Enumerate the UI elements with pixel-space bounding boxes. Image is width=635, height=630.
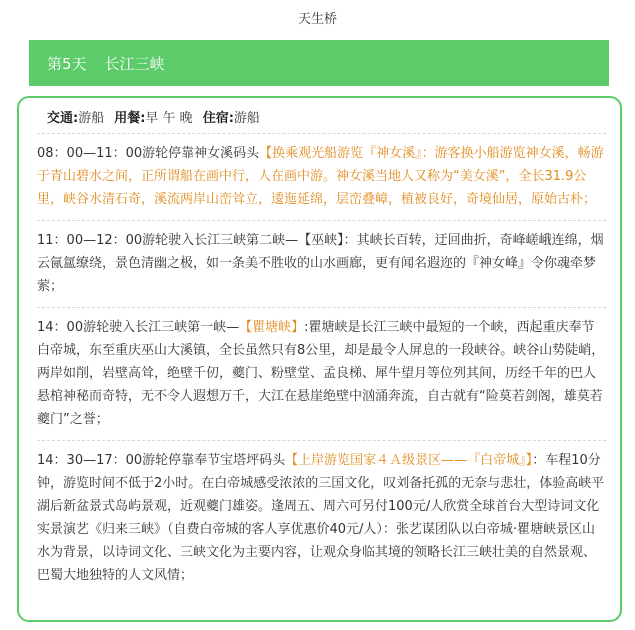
paragraph-3-highlight: 【瞿塘峡】 — [239, 320, 305, 335]
paragraph-3-text: :瞿塘峡是长江三峡中最短的一个峡，西起重庆奉节白帝城，东至重庆巫山大溪镇，全长虽然只有8公里，却是最令人屏息的一段峡谷。峡谷山势陡峭，两岸如削，岩壁高耸，绝壁千仞，夔门、粉壁堂、孟良梯、犀牛望月等位列其间，历经千年的巴人悬棺神秘而奇特，无不令人遐想万千，大江在悬崖绝壁中汹涌奔流，自古就有“险莫若剑阁，雄莫若夔门”之誉； — [37, 320, 605, 427]
paragraph-3-time: 14：00游轮驶入长江三峡第一峡— — [37, 320, 240, 335]
day-route: 长江三峡 — [104, 54, 165, 73]
stay-label: 住宿: — [202, 111, 234, 126]
paragraph-1-time: 08：00—11：00游轮停靠神女溪码头 — [37, 146, 260, 161]
schedule-paragraph-3 — [37, 316, 606, 431]
schedule-paragraph-4 — [37, 449, 606, 587]
paragraph-2-text: 11：00—12：00游轮驶入长江三峡第二峡—【巫峡】：其峡长百转，迂回曲折，奇峰嵯峨连绵，烟云氤氲缭绕，景色清幽之极，如一条美不胜收的山水画廊，更有闻名遐迩的『神女峰』令你魂牵梦萦； — [37, 233, 604, 294]
paragraph-1-highlight: 【换乘观光船游览『神女溪』：游客换小船游览神女溪，畅游于青山碧水之间，正所谓船在画中行，人在画中游。神女溪当地人又称为“美女溪”，全长31.9公里，峡谷水清石奇，溪流两岸山峦耸立，逶迤延绵，层峦叠嶂，植被良好，奇境仙居，原始古朴； — [37, 146, 604, 207]
meal-label: 用餐: — [114, 111, 146, 126]
travel-info-row — [37, 104, 606, 134]
divider — [37, 220, 606, 221]
stay-value: 游船 — [233, 111, 260, 126]
divider — [37, 440, 606, 441]
transport-value: 游船 — [78, 111, 105, 126]
paragraph-4-text: ：车程10分钟，游览时间不低于2小时。在白帝城感受浓浓的三国文化，叹刘备托孤的无奈与悲壮，体验高峡平湖后新盆景式岛屿景观，近观夔门雄姿。逢周五、周六可另付100元/人欣赏全球首台大型诗词文化实景演艺《归来三峡》（自费白帝城的客人享优惠价40元/人）：张艺谋团队以白帝城·瞿塘峡景区山水为背景，以诗词文化、三峡文化为主要内容，让观众身临其境的领略长江三峡壮美的自然景观、巴蜀大地独特的人文风情； — [37, 453, 605, 583]
page-title: 天生桥 — [297, 12, 337, 27]
divider — [37, 307, 606, 308]
paragraph-4-time: 14：30—17：00游轮停靠奉节宝塔坪码头 — [37, 453, 286, 468]
paragraph-4-highlight: 【上岸游览国家４Ａ级景区——『白帝城』】 — [285, 453, 533, 468]
day-number: 第5天 — [47, 54, 87, 73]
schedule-paragraph-2 — [37, 229, 606, 298]
day-header-bar — [29, 40, 609, 86]
transport-label: 交通: — [47, 111, 79, 126]
itinerary-card — [17, 96, 622, 622]
schedule-paragraph-1 — [37, 142, 606, 211]
meal-value: 早 午 晚 — [145, 111, 193, 126]
